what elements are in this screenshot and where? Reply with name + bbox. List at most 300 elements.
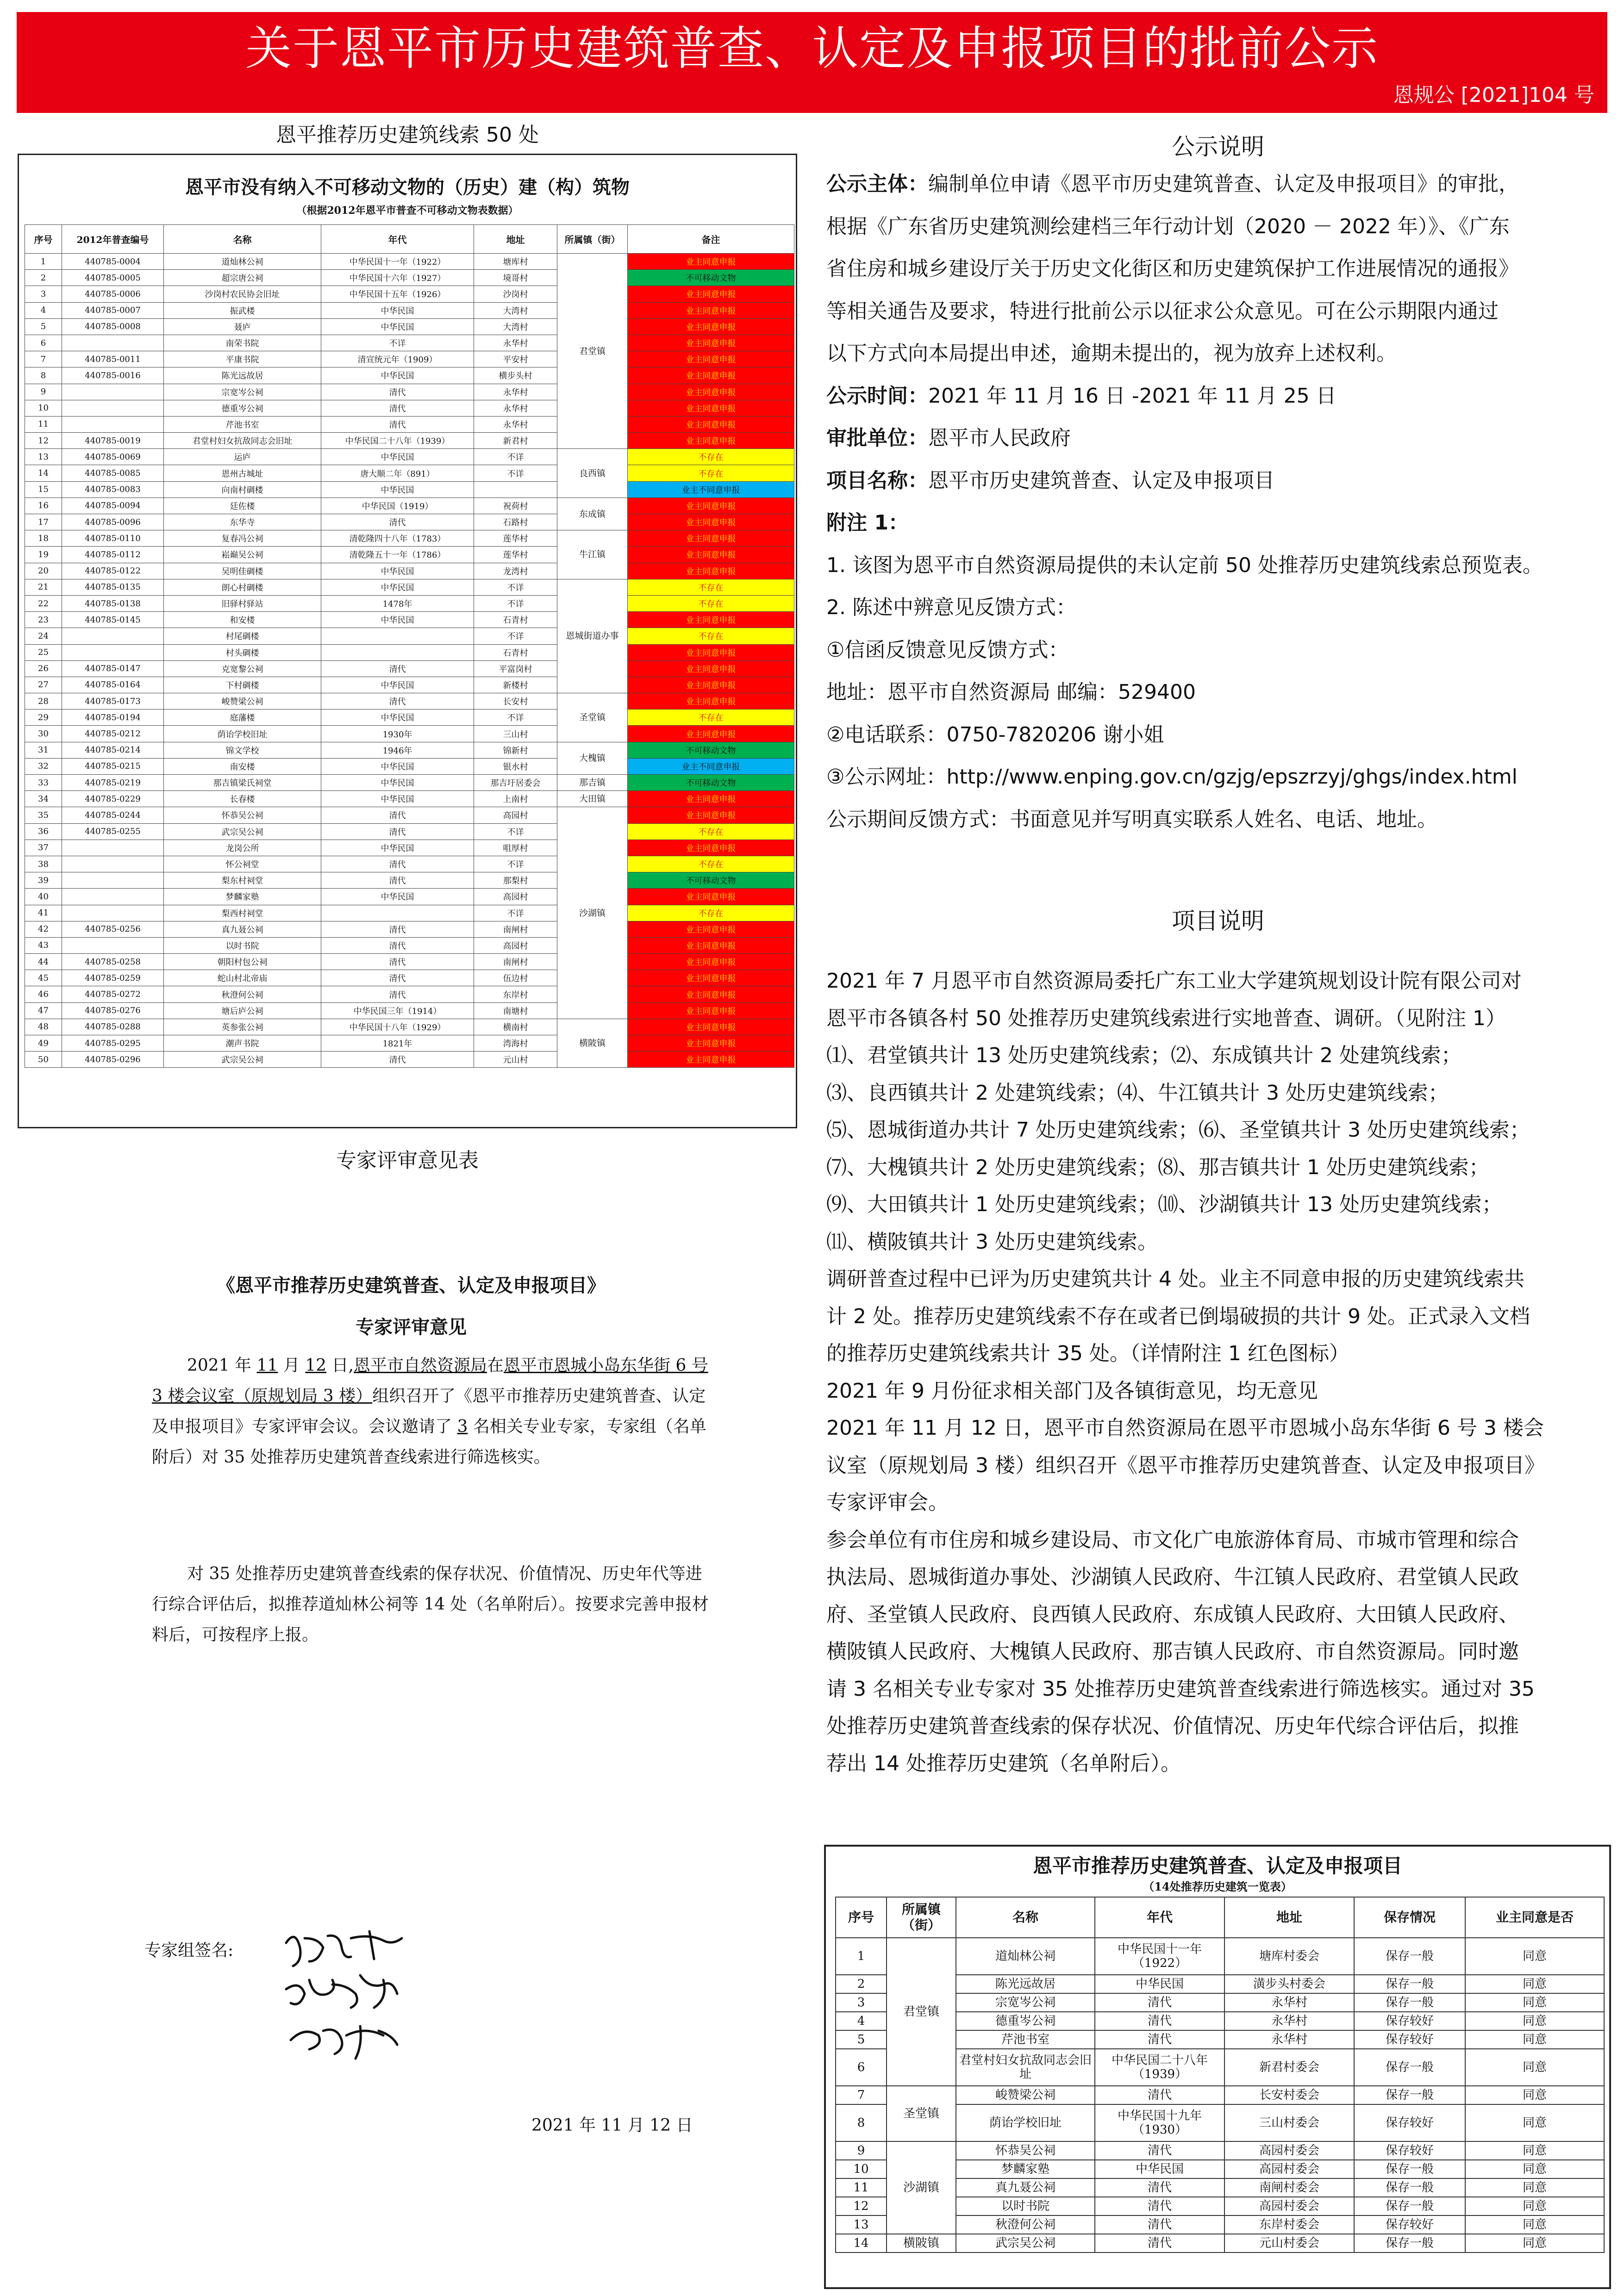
table-row — [25, 660, 794, 677]
table-cell: 中华民国 — [321, 563, 474, 579]
table-cell: 怀恭吴公祠 — [956, 2141, 1095, 2160]
column-header: 备注 — [628, 225, 794, 254]
column-header: 地址 — [474, 225, 557, 254]
notice-label: 审批单位： — [826, 426, 928, 450]
table-cell — [62, 856, 164, 872]
table-cell: 永华村 — [474, 384, 557, 400]
status-cell: 业主同意申报 — [628, 840, 794, 856]
table-cell: 清代 — [1095, 2030, 1224, 2049]
column-header: 年代 — [321, 225, 474, 254]
notice-text: 恩平市历史建筑普查、认定及申报项目 — [928, 468, 1274, 492]
project-line: 请 3 名相关专业专家对 35 处推荐历史建筑普查线索进行筛选核实。通过对 35 — [826, 1677, 1535, 1701]
table-cell: 梨东村祠堂 — [164, 872, 321, 889]
register-table — [25, 224, 794, 1068]
table-cell: 保存较好 — [1354, 2215, 1465, 2234]
table-cell — [474, 481, 557, 498]
status-cell: 不存在 — [628, 823, 794, 840]
table-cell: 武宗吴公祠 — [164, 1052, 321, 1068]
table-row — [25, 644, 794, 660]
table-cell: 440785-0007 — [62, 302, 164, 318]
notice-text: ③公示网址：http://www.enping.gov.cn/gzjg/epszrzyj/ghgs/index.html — [826, 765, 1518, 789]
table-cell: 高园村 — [474, 937, 557, 953]
table-cell: 咀厚村 — [474, 840, 557, 856]
table-cell: 横步头村 — [474, 367, 557, 384]
table-cell: 3 — [836, 1993, 887, 2012]
table-cell: 中华民国 — [321, 840, 474, 856]
memo-paragraph-2: 对 35 处推荐历史建筑普查线索的保存状况、价值情况、历史年代等进行综合评估后，拟推荐道灿林公祠等 14 处（名单附后）。按要求完善申报材料后，可按程序上报。 — [152, 1564, 709, 1644]
table-cell: 元山村委会 — [1224, 2234, 1354, 2252]
status-cell: 业主同意申报 — [628, 693, 794, 709]
table-cell: 永华村 — [474, 416, 557, 432]
town-cell: 大田镇 — [557, 791, 628, 807]
table-cell: 陈光远故居 — [956, 1975, 1095, 1993]
status-cell: 不可移动文物 — [628, 775, 794, 791]
table-cell: 39 — [25, 872, 62, 889]
table-cell: 不详 — [474, 709, 557, 726]
notice-text: 等相关通告及要求，特进行批前公示以征求公众意见。可在公示期限内通过 — [826, 299, 1499, 323]
table-row — [25, 693, 794, 709]
status-cell: 业主同意申报 — [628, 498, 794, 514]
table-cell: 中华民国 — [321, 791, 474, 807]
table-row — [25, 954, 794, 970]
notice-text: 1. 该图为恩平市自然资源局提供的未认定前 50 处推荐历史建筑线索总预览表。 — [826, 553, 1543, 577]
table-row — [25, 921, 794, 937]
table-cell: 聂庐 — [164, 318, 321, 335]
notice-text: 公示期间反馈方式：书面意见并写明真实联系人姓名、电话、地址。 — [826, 807, 1437, 831]
table-cell: 保存一般 — [1354, 2086, 1465, 2104]
table-cell: 永华村 — [474, 335, 557, 351]
table-cell: 沙岗村农民协会旧址 — [164, 286, 321, 302]
status-cell: 业主同意申报 — [628, 954, 794, 970]
table-row — [25, 481, 794, 498]
memo-text: 名相关专业专家，专家组（名单附后）对 35 处推荐历史建筑普查线索进行筛选核实。 — [152, 1417, 706, 1467]
table-cell: 三山村 — [474, 726, 557, 742]
table-cell: 清代 — [321, 514, 474, 530]
table-cell: 3 — [25, 286, 62, 302]
status-cell: 不可移动文物 — [628, 270, 794, 286]
table-cell: 12 — [25, 433, 62, 449]
town-cell: 横陂镇 — [887, 2234, 956, 2252]
table-cell: 潢步头村委会 — [1224, 1975, 1354, 1993]
notice-label: 公示时间： — [826, 384, 928, 408]
memo-paragraph-1 — [152, 1350, 717, 1473]
table-cell: 同意 — [1465, 2141, 1604, 2160]
notice-line — [826, 424, 1071, 452]
status-cell: 不存在 — [628, 709, 794, 726]
project-line: 计 2 处。推荐历史建筑线索不存在或者已倒塌破损的共计 9 处。正式录入文档 — [826, 1304, 1530, 1328]
status-cell: 不存在 — [628, 579, 794, 595]
table-cell: 保存一般 — [1354, 2197, 1465, 2215]
table-cell: 440785-0145 — [62, 612, 164, 628]
table-cell: 庭藩楼 — [164, 709, 321, 726]
status-cell: 业主同意申报 — [628, 807, 794, 823]
table-cell: 22 — [25, 595, 62, 611]
table-cell: 怀恭吴公祠 — [164, 807, 321, 823]
project-line: 恩平市各镇各村 50 处推荐历史建筑线索进行实地普查、调研。（见附注 1） — [826, 1006, 1506, 1030]
table-cell: 中华民国 — [321, 318, 474, 335]
table-row — [25, 286, 794, 302]
project-line: 专家评审会。 — [826, 1491, 949, 1514]
table-cell: 下村碉楼 — [164, 677, 321, 693]
table-row — [25, 465, 794, 481]
table-cell: 保存较好 — [1354, 2141, 1465, 2160]
table-cell: 中华民国二十八年（1939） — [321, 433, 474, 449]
table-cell: 中华民国 — [321, 449, 474, 465]
table-cell: 唐大顺二年（891） — [321, 465, 474, 481]
table-cell: 君堂村妇女抗敌同志会旧址 — [956, 2049, 1095, 2086]
table-cell: 芹池书室 — [164, 416, 321, 432]
status-cell: 不存在 — [628, 628, 794, 644]
status-cell: 业主同意申报 — [628, 1052, 794, 1068]
table-row — [25, 726, 794, 742]
table-cell: 440785-0295 — [62, 1035, 164, 1052]
table-cell: 莲华村 — [474, 547, 557, 563]
notice-text: 地址：恩平市自然资源局 邮编：529400 — [826, 680, 1196, 704]
table-cell: 同意 — [1465, 2086, 1604, 2104]
table-cell: 峻赞梁公祠 — [164, 693, 321, 709]
table-cell: 南塘村 — [474, 1002, 557, 1019]
town-cell: 君堂镇 — [557, 254, 628, 449]
table-cell: 5 — [25, 318, 62, 335]
status-cell: 业主同意申报 — [628, 433, 794, 449]
town-cell: 那吉镇 — [557, 775, 628, 791]
table-cell: 清代 — [1095, 2086, 1224, 2104]
notice-text: 2021 年 11 月 16 日 -2021 年 11 月 25 日 — [928, 384, 1337, 408]
notice-text: 省住房和城乡建设厅关于历史文化街区和历史建筑保护工作进展情况的通报》 — [826, 257, 1519, 280]
table-cell: 运庐 — [164, 449, 321, 465]
table-cell: 中华民国十一年（1922） — [1095, 1938, 1224, 1975]
table-cell: 不详 — [474, 628, 557, 644]
table-cell: 14 — [25, 465, 62, 481]
table-cell: 武宗吴公祠 — [164, 823, 321, 840]
table-row — [25, 547, 794, 563]
town-cell: 圣堂镇 — [887, 2086, 956, 2141]
table-cell: 清代 — [321, 872, 474, 889]
table-cell: 清代 — [321, 856, 474, 872]
column-header: 2012年普查编号 — [62, 225, 164, 254]
table-cell: 7 — [25, 351, 62, 367]
status-cell: 不存在 — [628, 449, 794, 465]
status-cell: 业主同意申报 — [628, 302, 794, 318]
column-header: 年代 — [1095, 1897, 1224, 1938]
table-cell: 38 — [25, 856, 62, 872]
table-cell: 保存一般 — [1354, 2049, 1465, 2086]
notice-line — [826, 594, 1076, 622]
table-cell: 塘后庐公祠 — [164, 1002, 321, 1019]
table-cell: 塘库村委会 — [1224, 1938, 1354, 1975]
table-cell: 14 — [836, 2234, 887, 2252]
status-cell: 不存在 — [628, 856, 794, 872]
table-cell: 中华民国十一年（1922） — [321, 254, 474, 270]
notice-line — [826, 806, 1437, 834]
table-cell: 440785-0288 — [62, 1019, 164, 1035]
table-row — [25, 302, 794, 318]
town-cell: 良西镇 — [557, 449, 628, 498]
town-cell: 君堂镇 — [887, 1938, 956, 2086]
notice-label: 项目名称： — [826, 468, 928, 492]
table-cell: 中华民国二十八年（1939） — [1095, 2049, 1224, 2086]
table-cell: 同意 — [1465, 2104, 1604, 2141]
table-cell: 440785-0112 — [62, 547, 164, 563]
table-cell: 保存较好 — [1354, 2104, 1465, 2141]
status-cell: 业主不同意申报 — [628, 758, 794, 774]
notice-text: 以下方式向本局提出申述，逾期未提出的，视为放弃上述权利。 — [826, 342, 1397, 365]
table-cell: 恩州古城址 — [164, 465, 321, 481]
table-cell: 廷佐楼 — [164, 498, 321, 514]
signature-label: 专家组签名: — [144, 1941, 234, 1960]
table-cell — [62, 628, 164, 644]
table-cell: 15 — [25, 481, 62, 498]
status-cell: 不可移动文物 — [628, 872, 794, 889]
table-cell: 旧驿村驿站 — [164, 595, 321, 611]
table-cell: 平安村 — [474, 351, 557, 367]
status-cell: 业主同意申报 — [628, 644, 794, 660]
table-cell: 龙湾村 — [474, 563, 557, 579]
table-cell: 中华民国 — [321, 709, 474, 726]
table-cell: 440785-0147 — [62, 660, 164, 677]
table-cell: 保存一般 — [1354, 2234, 1465, 2252]
table-cell: 清乾隆四十八年（1783） — [321, 530, 474, 547]
table-cell: 中华民国十九年（1930） — [1095, 2104, 1224, 2141]
table-cell: 37 — [25, 840, 62, 856]
town-cell: 恩城街道办事 — [557, 579, 628, 693]
table-cell: 440785-0258 — [62, 954, 164, 970]
memo-text: 月 — [278, 1356, 306, 1375]
table-cell: 440785-0296 — [62, 1052, 164, 1068]
status-cell: 业主同意申报 — [628, 937, 794, 953]
table-cell: 中华民国（1919） — [321, 498, 474, 514]
table-cell: 不详 — [474, 449, 557, 465]
handwritten-signatures — [277, 1924, 425, 2063]
notice-title: 公示说明 — [1172, 133, 1264, 160]
table-cell: 龙岗公所 — [164, 840, 321, 856]
table-cell: 8 — [25, 367, 62, 384]
notice-line — [826, 678, 1196, 706]
table-cell: 同意 — [1465, 2049, 1604, 2086]
status-cell: 不存在 — [628, 465, 794, 481]
table-cell: 7 — [836, 2086, 887, 2104]
status-cell: 业主同意申报 — [628, 726, 794, 742]
table-cell: 梦麟家塾 — [164, 889, 321, 905]
table-cell: 东岸村 — [474, 986, 557, 1002]
table-row — [25, 742, 794, 758]
table-cell: 440785-0085 — [62, 465, 164, 481]
column-header: 保存情况 — [1354, 1897, 1465, 1938]
table-cell: 同意 — [1465, 2215, 1604, 2234]
table-cell: 清宣统元年（1909） — [321, 351, 474, 367]
table-row — [25, 351, 794, 367]
table-cell: 清代 — [321, 400, 474, 416]
table-cell: 蛇山村北帝庙 — [164, 970, 321, 986]
table-cell: 境哥村 — [474, 270, 557, 286]
table-cell: 清代 — [1095, 1993, 1224, 2012]
table-row — [25, 563, 794, 579]
project-line: 处推荐历史建筑普查线索的保存状况、价值情况、历史年代综合评估后，拟推 — [826, 1714, 1519, 1738]
table-cell: 中华民国 — [321, 367, 474, 384]
status-cell: 业主同意申报 — [628, 1019, 794, 1035]
table-cell: 保存一般 — [1354, 1938, 1465, 1975]
notice-line — [826, 467, 1274, 495]
table-cell: 440785-0016 — [62, 367, 164, 384]
project-line: 荐出 14 处推荐历史建筑（名单附后）。 — [826, 1751, 1181, 1775]
notice-line — [826, 340, 1397, 367]
table-row — [25, 856, 794, 872]
table-cell: 440785-0006 — [62, 286, 164, 302]
table-cell: 南闸村 — [474, 954, 557, 970]
table-cell: 湾海村 — [474, 1035, 557, 1052]
table-cell: 英参张公祠 — [164, 1019, 321, 1035]
table-cell — [62, 335, 164, 351]
table-row — [25, 986, 794, 1002]
table-cell: 同意 — [1465, 1993, 1604, 2012]
table-row — [25, 840, 794, 856]
table-cell: 朝阳村包公祠 — [164, 954, 321, 970]
register-caption: 恩平推荐历史建筑线索 50 处 — [276, 123, 539, 147]
table-cell: 保存较好 — [1354, 2012, 1465, 2030]
table-cell: 银水村 — [474, 758, 557, 774]
table-cell: 440785-0138 — [62, 595, 164, 611]
table-cell: 440785-0122 — [62, 563, 164, 579]
table-cell: 和安楼 — [164, 612, 321, 628]
table-cell: 32 — [25, 758, 62, 774]
table-cell: 18 — [25, 530, 62, 547]
table-row — [25, 416, 794, 432]
project-line: ⑼、大田镇共计 1 处历史建筑线索；⑽、沙湖镇共计 13 处历史建筑线索； — [826, 1193, 1502, 1216]
table-row — [25, 791, 794, 807]
table-cell: 荫诒学校旧址 — [164, 726, 321, 742]
table-cell: 吴明佳碉楼 — [164, 563, 321, 579]
project-title: 项目说明 — [1172, 908, 1264, 934]
table-cell: 平康书院 — [164, 351, 321, 367]
table-cell: 440785-0219 — [62, 775, 164, 791]
table-row — [25, 889, 794, 905]
table-cell: 1946年 — [321, 742, 474, 758]
table-row — [25, 612, 794, 628]
table-cell: 36 — [25, 823, 62, 840]
table-cell: 不详 — [474, 579, 557, 595]
table-cell: 440785-0019 — [62, 433, 164, 449]
memo-text: 12 — [305, 1356, 327, 1375]
table-cell: 新楼村 — [474, 677, 557, 693]
table-cell: 6 — [25, 335, 62, 351]
table-cell: 清代 — [1095, 2215, 1224, 2234]
table-row — [25, 1035, 794, 1052]
memo-text: 组织召开了《恩平市推荐历史建筑普查、认定及申报项目》专家评审会议。会议邀请了 — [152, 1387, 706, 1436]
table-cell: 不详 — [474, 905, 557, 921]
notice-line — [826, 213, 1510, 241]
status-cell: 业主同意申报 — [628, 254, 794, 270]
status-cell: 业主同意申报 — [628, 400, 794, 416]
table-cell — [62, 905, 164, 921]
table-cell: 440785-0011 — [62, 351, 164, 367]
column-header: 名称 — [956, 1897, 1095, 1938]
project-line: ⑺、大槐镇共计 2 处历史建筑线索；⑻、那吉镇共计 1 处历史建筑线索； — [826, 1155, 1489, 1179]
table-cell: 崧巅吴公祠 — [164, 547, 321, 563]
table-cell: 清代 — [1095, 2178, 1224, 2197]
table-cell: 高园村委会 — [1224, 2141, 1354, 2160]
table-row — [25, 628, 794, 644]
status-cell: 业主同意申报 — [628, 530, 794, 547]
status-cell: 业主同意申报 — [628, 612, 794, 628]
table-row — [25, 449, 794, 465]
table-cell: 清代 — [1095, 2197, 1224, 2215]
table-cell: 42 — [25, 921, 62, 937]
status-cell: 业主同意申报 — [628, 970, 794, 986]
status-cell: 业主同意申报 — [628, 1002, 794, 1019]
town-cell: 沙湖镇 — [557, 807, 628, 1019]
project-line: 2021 年 7 月恩平市自然资源局委托广东工业大学建筑规划设计院有限公司对 — [826, 969, 1522, 993]
table-cell: 宗宽岑公祠 — [956, 1993, 1095, 2012]
status-cell: 业主同意申报 — [628, 986, 794, 1002]
table-cell: 清代 — [321, 693, 474, 709]
table-cell: 9 — [25, 384, 62, 400]
table-cell: 横南村 — [474, 1019, 557, 1035]
status-cell: 业主同意申报 — [628, 416, 794, 432]
table-cell: 26 — [25, 660, 62, 677]
memo-text: 日, — [326, 1356, 354, 1375]
project-line: 参会单位有市住房和城乡建设局、市文化广电旅游体育局、市城市管理和综合 — [826, 1528, 1519, 1552]
column-header: 业主同意是否 — [1465, 1897, 1604, 1938]
table-cell: 27 — [25, 677, 62, 693]
table-row — [25, 400, 794, 416]
table-cell: 440785-0276 — [62, 1002, 164, 1019]
table-cell: 不详 — [321, 335, 474, 351]
table-cell: 1 — [25, 254, 62, 270]
table-row — [25, 433, 794, 449]
memo-caption: 专家评审意见表 — [336, 1149, 479, 1172]
table-cell: 中华民国三年（1914） — [321, 1002, 474, 1019]
table-cell: 同意 — [1465, 1975, 1604, 1993]
table-cell: 长春楼 — [164, 791, 321, 807]
table-cell: 南安楼 — [164, 758, 321, 774]
table-cell: 潮声书院 — [164, 1035, 321, 1052]
table-cell: 440785-0173 — [62, 693, 164, 709]
table-cell: 秋澄何公祠 — [164, 986, 321, 1002]
table-cell: 440785-0110 — [62, 530, 164, 547]
table-cell: 中华民国 — [321, 302, 474, 318]
status-cell: 业主同意申报 — [628, 318, 794, 335]
status-cell: 业主同意申报 — [628, 367, 794, 384]
status-cell: 不可移动文物 — [628, 742, 794, 758]
status-cell: 业主不同意申报 — [628, 481, 794, 498]
table-cell: 君堂村妇女抗敌同志会旧址 — [164, 433, 321, 449]
table-cell: 中华民国 — [321, 677, 474, 693]
table-row — [25, 579, 794, 595]
status-cell: 业主同意申报 — [628, 1035, 794, 1052]
table-cell: 21 — [25, 579, 62, 595]
table-cell: 陈光远故居 — [164, 367, 321, 384]
table-cell: 440785-0094 — [62, 498, 164, 514]
status-cell: 业主同意申报 — [628, 514, 794, 530]
table-cell: 芹池书室 — [956, 2030, 1095, 2049]
table-cell: 保存一般 — [1354, 1975, 1465, 1993]
table-cell: 莲华村 — [474, 530, 557, 547]
table-cell: 平富岗村 — [474, 660, 557, 677]
table-cell: 新君村委会 — [1224, 2049, 1354, 2086]
project-line: 调研普查过程中已评为历史建筑共计 4 处。业主不同意申报的历史建筑线索共 — [826, 1267, 1524, 1291]
table-cell: 清代 — [1095, 2012, 1224, 2030]
table-cell: 同意 — [1465, 1938, 1604, 1975]
table-cell: 长安村 — [474, 693, 557, 709]
table-cell: 清代 — [321, 954, 474, 970]
memo-text: 恩平市自然资源局 — [353, 1356, 487, 1375]
shortlist-table — [835, 1897, 1605, 2253]
table-cell: 4 — [25, 302, 62, 318]
table-cell: 清代 — [321, 937, 474, 953]
table-cell: 东华寺 — [164, 514, 321, 530]
table-row — [25, 1002, 794, 1019]
table-cell: 13 — [836, 2215, 887, 2234]
